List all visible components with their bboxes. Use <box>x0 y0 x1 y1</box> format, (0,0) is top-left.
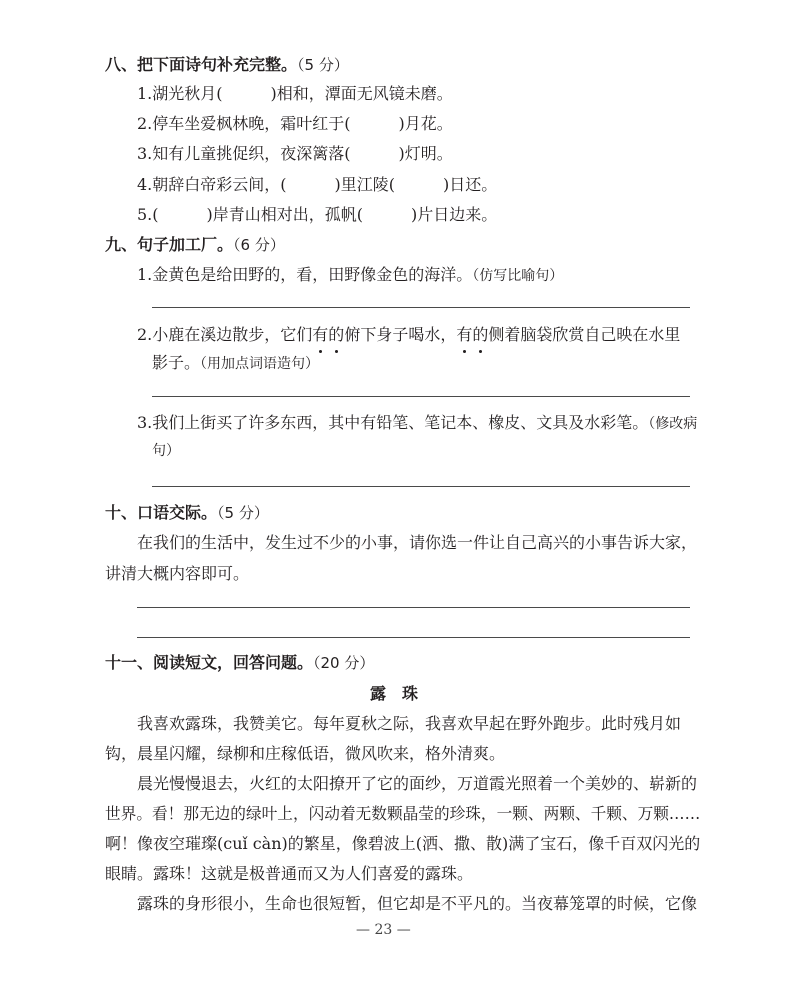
section8-heading <box>105 52 349 75</box>
item-text: )日还。 <box>443 175 498 194</box>
q2-text: 2.小鹿在溪边散步，它们 <box>137 325 313 344</box>
item-text: )里江陵( <box>334 175 396 194</box>
q2-text: 影子。 <box>152 353 201 372</box>
q3-text: 3.我们上街买了许多东西，其中有铅笔、笔记本、橡皮、文具及水彩笔。 <box>137 413 649 432</box>
item-text: )灯明。 <box>398 144 453 163</box>
dotted-word: 的 <box>472 325 489 344</box>
answer-line-q1[interactable] <box>152 307 690 308</box>
section9-q3-line2 <box>152 440 180 460</box>
section11-points: （20 分） <box>313 654 375 672</box>
q2-text: 俯下身子喝水， <box>344 325 457 344</box>
item-text: )相和，潭面无风镜未磨。 <box>270 84 453 103</box>
item-text: 5.( <box>137 205 159 224</box>
answer-line-s10-2[interactable] <box>137 637 690 638</box>
passage-line: 晨光慢慢退去，火红的太阳撩开了它的面纱，万道霞光照着一个美妙的、崭新的 <box>137 774 698 793</box>
q2-note: （用加点词语造句） <box>200 356 320 372</box>
q1-text: 1.金黄色是给田野的，看，田野像金色的海洋。 <box>137 265 473 284</box>
q2-text: 侧着脑袋欣赏自己映在水里 <box>488 325 681 344</box>
section11-heading <box>105 650 374 673</box>
item-text: )岸青山相对出，孤帆( <box>206 205 364 224</box>
section10-heading <box>105 500 269 523</box>
passage-line: 世界。看！那无边的绿叶上，闪动着无数颗晶莹的珍珠，一颗、两颗、千颗、万颗…… <box>105 804 701 823</box>
section9-points: （6 分） <box>233 236 285 254</box>
q3-note: 句） <box>152 443 180 459</box>
section9-q3-line1 <box>137 410 697 433</box>
section11-heading-text: 十一、阅读短文，回答问题。 <box>105 653 314 672</box>
section10-points: （5 分） <box>217 504 269 522</box>
answer-line-q3[interactable] <box>152 486 690 487</box>
q3-note: （修改病 <box>648 416 698 432</box>
section9-q2-line1 <box>137 322 680 345</box>
section9-q1 <box>137 262 563 285</box>
dotted-word: 有 <box>312 325 329 344</box>
item-text: 1.湖光秋月( <box>137 84 223 103</box>
section8-item-3 <box>137 141 453 164</box>
section8-item-1 <box>137 81 453 104</box>
page-number: — 23 — <box>356 922 411 938</box>
section8-item-5 <box>137 202 497 225</box>
item-text: 3.知有儿童挑促织，夜深篱落( <box>137 144 351 163</box>
section10-heading-text: 十、口语交际。 <box>105 503 218 522</box>
section10-line1: 在我们的生活中，发生过不少的小事，请你选一件让自己高兴的小事告诉大家， <box>137 533 698 552</box>
section8-item-2 <box>137 111 453 134</box>
section8-points: （5 分） <box>297 56 349 74</box>
answer-line-s10-1[interactable] <box>137 607 690 608</box>
section9-q2-line2 <box>152 350 319 373</box>
passage-line: 眼睛。露珠！这就是极普通而又为人们喜爱的露珠。 <box>105 864 474 883</box>
section8-item-4 <box>137 172 497 195</box>
item-text: )片日边来。 <box>411 205 498 224</box>
dotted-word: 有 <box>456 325 473 344</box>
passage-line: 露珠的身形很小，生命也很短暂，但它却是不平凡的。当夜幕笼罩的时候，它像 <box>137 894 698 913</box>
passage-title: 露 珠 <box>370 684 419 703</box>
section9-heading-text: 九、句子加工厂。 <box>105 235 234 254</box>
section9-heading <box>105 232 285 255</box>
q1-note: （仿写比喻句） <box>472 268 564 284</box>
dotted-word: 的 <box>328 325 345 344</box>
passage-line: 啊！像夜空璀璨(cuǐ càn)的繁星，像碧波上(洒、撒、散)满了宝石，像千百双闪光的 <box>105 834 701 853</box>
item-text: 4.朝辞白帝彩云间，( <box>137 175 287 194</box>
passage-line: 钩，晨星闪耀，绿柳和庄稼低语，微风吹来，格外清爽。 <box>105 744 506 763</box>
passage-line: 我喜欢露珠，我赞美它。每年夏秋之际，我喜欢早起在野外跑步。此时残月如 <box>137 714 682 733</box>
item-text: )月花。 <box>398 114 453 133</box>
section10-line2: 讲清大概内容即可。 <box>105 564 250 583</box>
answer-line-q2[interactable] <box>152 396 690 397</box>
section8-heading-text: 八、把下面诗句补充完整。 <box>105 55 298 74</box>
item-text: 2.停车坐爱枫林晚，霜叶红于( <box>137 114 351 133</box>
